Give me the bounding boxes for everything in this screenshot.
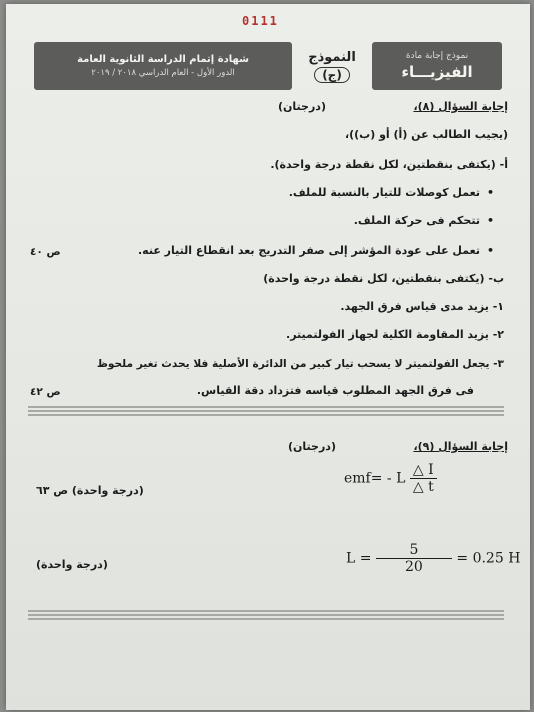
eq2-fraction (376, 542, 452, 575)
eq2-mark: (درجة واحدة) (36, 558, 108, 571)
model-box (292, 42, 372, 90)
eq1-denominator: △ t (412, 479, 434, 495)
q8-page-ref-a: ص ٤٠ (30, 246, 61, 258)
q8-heading: إجابة السؤال (٨)، (413, 100, 508, 113)
eq1-mark: (درجة واحدة) ص ٦٣ (36, 484, 144, 497)
answer-sheet (6, 4, 530, 710)
equation-emf (344, 462, 437, 495)
q8-part-b: ب- (يكتفى بنقطتين، لكل نقطة درجة واحدة) (263, 272, 504, 285)
eq1-lhs: emf= - L (344, 470, 406, 487)
q8-part-a: أ- (يكتفى بنقطتين، لكل نقطة درجة واحدة). (270, 158, 508, 171)
answer-model-label: نموذج إجابة مادة (405, 51, 469, 61)
model-label: النموذج (308, 49, 356, 65)
q9-points: (درجتان) (288, 440, 336, 453)
equation-inductance (346, 542, 520, 575)
model-code: (ج) (314, 67, 350, 83)
q8-b-item-2: ٢- يزيد المقاومة الكلية لجهاز الفولتميتر. (286, 328, 504, 341)
eq1-numerator: △ I (410, 462, 437, 479)
exam-session: الدور الأول - العام الدراسي ٢٠١٨ / ٢٠١٩ (91, 68, 235, 78)
serial-number: 0111 (242, 14, 279, 28)
subject-box (372, 42, 502, 90)
q8-instruction: (يجيب الطالب عن (أ) أو (ب))، (344, 128, 508, 141)
q8-page-ref-b: ص ٤٢ (30, 386, 61, 398)
separator-bottom (28, 610, 504, 622)
q8-a-item-2: • تتحكم فى حركة الملف. (354, 214, 494, 227)
header (34, 42, 502, 90)
eq1-fraction (410, 462, 437, 495)
separator (28, 406, 504, 418)
eq2-numerator: 5 (376, 542, 452, 559)
q8-points: (درجتان) (278, 100, 326, 113)
q8-b-item-3-cont: فى فرق الجهد المطلوب قياسه فتزداد دقة القياس. (196, 384, 474, 397)
eq2-lhs: L = (346, 550, 372, 567)
q8-b-item-1: ١- يزيد مدى قياس فرق الجهد. (340, 300, 504, 313)
q8-a-item-1: • تعمل كوصلات للتيار بالنسبة للملف. (289, 186, 494, 199)
subject-name: الفيزيـــاء (401, 63, 473, 81)
certificate-title: شهادة إتمام الدراسة الثانوية العامة (77, 54, 249, 65)
q8-a-item-3: • تعمل على عودة المؤشر إلى صفر التدريج بعد انقطاع التيار عنه. (138, 244, 494, 257)
certificate-box (34, 42, 292, 90)
q9-heading: إجابة السؤال (٩)، (413, 440, 508, 453)
q8-b-item-3: ٣- يجعل الفولتميتر لا يسحب تيار كبير من الدائرة الأصلية فلا يحدث تغير ملحوظ (96, 358, 504, 370)
eq2-rhs: = 0.25 H (456, 550, 521, 567)
eq2-denominator: 20 (405, 559, 423, 575)
